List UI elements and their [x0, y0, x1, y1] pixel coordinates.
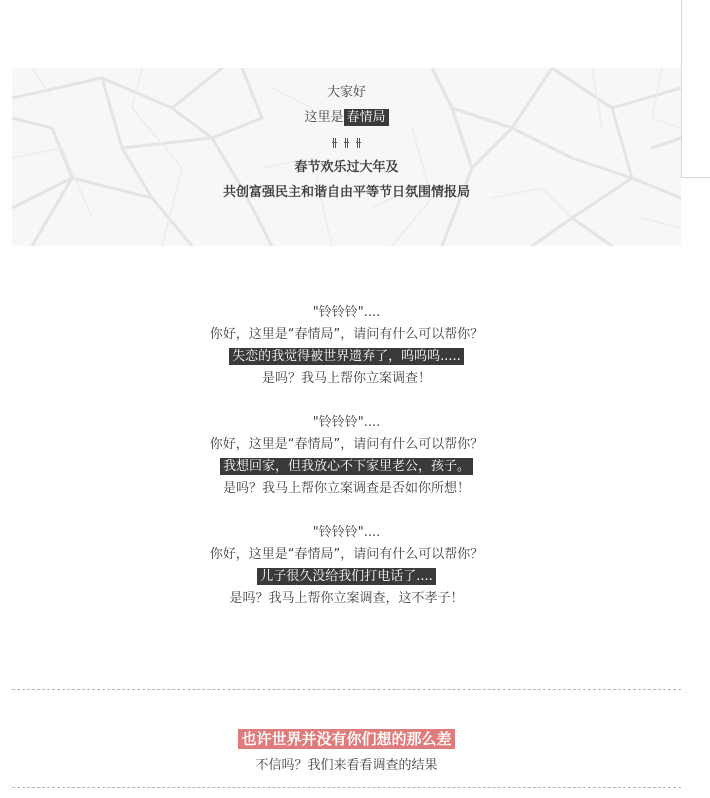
operator-question: 你好，这里是“春情局”，请问有什么可以帮你？ [209, 327, 484, 342]
caller-highlight: 失恋的我觉得被世界遗弃了，呜呜呜..... [229, 348, 464, 365]
caller-highlight: 我想回家，但我放心不下家里老公，孩子。 [220, 458, 473, 475]
closing-headline: 也许世界并没有你们想的那么差 [238, 729, 454, 749]
operator-reply: 是吗？我马上帮你立案调查是否如你所想！ [222, 481, 470, 496]
operator-reply: 是吗？我马上帮你立案调查！ [261, 371, 431, 386]
caller-line [12, 456, 681, 478]
dialog-list [12, 302, 681, 632]
corner-frame [681, 0, 710, 178]
dashed-divider-bottom [12, 787, 681, 788]
tick-icon [333, 138, 336, 148]
dashed-divider-top [12, 689, 681, 690]
operator-reply: 是吗？我马上帮你立案调查，这不孝子！ [229, 591, 464, 606]
phone-ring-text: "铃铃铃".... [312, 525, 381, 540]
caller-line [12, 346, 681, 368]
tick-icon [357, 138, 360, 148]
dialog-item [12, 302, 681, 390]
phone-ring-text: "铃铃铃".... [312, 415, 381, 430]
bureau-slogan-line: 共创富强民主和谐自由平等节日氛围情报局 [222, 185, 470, 200]
operator-question: 你好，这里是“春情局”，请问有什么可以帮你？ [209, 437, 484, 452]
intro-block [12, 80, 681, 205]
closing-subtitle: 不信吗？我们来看看调查的结果 [255, 758, 438, 773]
operator-question: 你好，这里是“春情局”，请问有什么可以帮你？ [209, 547, 484, 562]
bureau-name-badge: 春情局 [344, 109, 389, 126]
greeting-text: 大家好 [326, 85, 366, 100]
phone-ring-text: "铃铃铃".... [312, 305, 381, 320]
dialog-item [12, 412, 681, 500]
caller-highlight: 儿子很久没给我们打电话了.... [257, 568, 436, 585]
here-prefix: 这里是 [304, 110, 344, 125]
closing-block [12, 729, 681, 777]
dialog-item [12, 522, 681, 610]
caller-line [12, 566, 681, 588]
bureau-intro-line [12, 105, 681, 130]
tick-divider [12, 130, 681, 155]
tick-icon [345, 138, 348, 148]
festival-line: 春节欢乐过大年及 [294, 160, 399, 175]
